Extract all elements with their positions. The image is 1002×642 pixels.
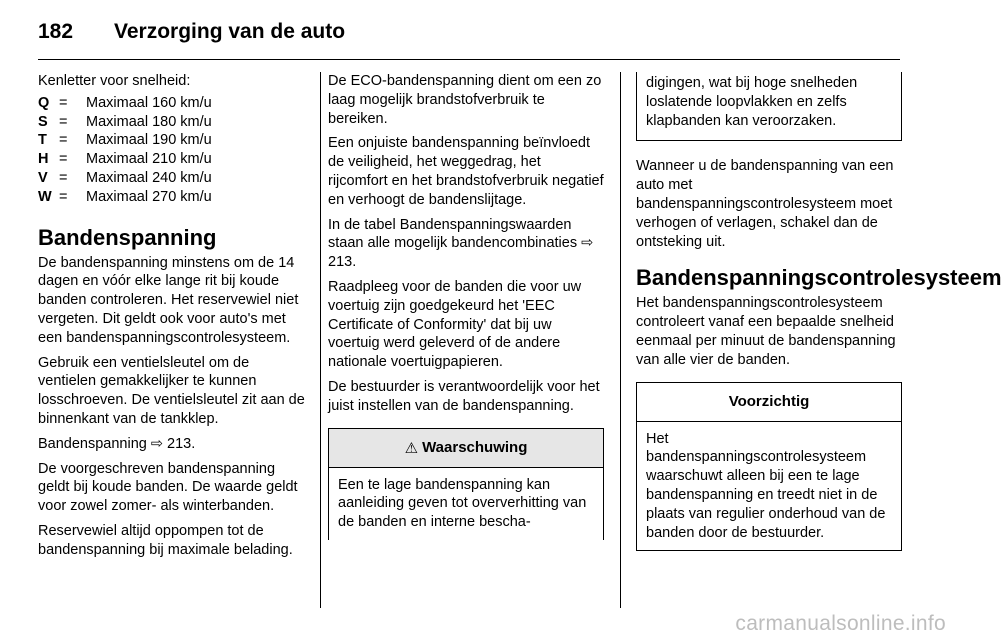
- warning-header: [329, 429, 603, 468]
- paragraph: De bandenspanning minstens om de 14 dagen en vóór elke lange rit bij koude banden controleren. Het reservewiel niet vergeten. Dit geldt ook voor auto's met een bandenspanningscontrolesysteem.: [38, 254, 299, 346]
- section-heading-bandenspanningscontrolesysteem: Bandenspanningscontrolesysteem: [636, 265, 1002, 291]
- speed-value: Maximaal 190 km/u: [86, 132, 212, 149]
- speed-value: Maximaal 160 km/u: [86, 94, 212, 111]
- column-1: [38, 72, 306, 566]
- warning-continued-body: [637, 72, 901, 140]
- column-2: [328, 72, 604, 550]
- speed-row: [38, 169, 306, 188]
- column-divider-2: [620, 72, 621, 608]
- warning-box: [328, 428, 604, 540]
- speed-row: [38, 150, 306, 169]
- speed-equals: =: [59, 188, 68, 205]
- caution-header: [637, 383, 901, 422]
- paragraph: Raadpleeg voor de banden die voor uw voertuig zijn goedgekeurd het 'EEC Certificate of Conformity' dat bij uw voertuig werd geleverd of de andere nationale voertuigpapieren.: [328, 278, 582, 371]
- paragraph: De bestuurder is verantwoordelijk voor het juist instellen van de bandenspanning.: [328, 378, 600, 414]
- column-divider-1: [320, 72, 321, 608]
- column-3: [636, 72, 1002, 561]
- speed-row: [38, 94, 306, 113]
- caution-title: Voorzichtig: [728, 393, 810, 411]
- speed-letter: H: [38, 151, 49, 168]
- paragraph: De voorgeschreven bandenspanning geldt bij koude banden. De waarde geldt voor zowel zomer- als winterbanden.: [38, 460, 298, 515]
- page-number: 182: [38, 20, 74, 43]
- caution-box: [636, 382, 902, 552]
- page-title: Verzorging van de auto: [114, 20, 346, 43]
- speed-intro: Kenletter voor snelheid:: [38, 73, 191, 89]
- speed-equals: =: [59, 169, 68, 186]
- caution-body: [637, 422, 901, 551]
- paragraph: Een onjuiste bandenspanning beïnvloedt de veiligheid, het weggedrag, het rijcomfort en het brandstofverbruik negatief en verhoogt de bandenslijtage.: [328, 135, 604, 208]
- speed-letter: S: [38, 113, 48, 130]
- warning-title: Waarschuwing: [422, 439, 528, 457]
- paragraph-with-reference: Bandenspanning ⇨ 213.: [38, 435, 196, 452]
- speed-value: Maximaal 180 km/u: [86, 113, 212, 130]
- speed-value: Maximaal 270 km/u: [86, 188, 212, 205]
- section-heading-bandenspanning: Bandenspanning: [38, 224, 217, 250]
- speed-row: [38, 131, 306, 150]
- speed-equals: =: [59, 151, 68, 168]
- speed-row: [38, 113, 306, 132]
- speed-letter: Q: [38, 94, 50, 111]
- paragraph: Wanneer u de bandenspanning van een auto met bandenspanningscontrolesysteem moet verhogen of verlagen, schakel dan de ontsteking uit.: [636, 158, 894, 250]
- speed-equals: =: [59, 113, 68, 130]
- speed-list: [38, 94, 306, 207]
- warning-box-continued: [636, 72, 902, 141]
- caution-text: Het bandenspanningscontrolesysteem waarschuwt alleen bij een te lage bandenspanning en treedt niet in de plaats van regulier onderhoud van de banden door de bestuurder.: [646, 430, 886, 541]
- paragraph: Het bandenspanningscontrolesysteem controleert vanaf een bepaalde snelheid eenmaal per minuut de bandenspanning van alle vier de banden.: [636, 295, 896, 368]
- speed-letter: W: [38, 188, 52, 205]
- speed-row: [38, 188, 306, 207]
- speed-letter: V: [38, 169, 48, 186]
- paragraph: Reservewiel altijd oppompen tot de bandenspanning bij maximale belading.: [38, 522, 293, 558]
- speed-value: Maximaal 210 km/u: [86, 151, 212, 168]
- speed-letter: T: [38, 132, 47, 149]
- paragraph: De ECO-bandenspanning dient om een zo laag mogelijk brandstofverbruik te bereiken.: [328, 73, 602, 127]
- warning-text: Een te lage bandenspanning kan aanleiding geven tot oververhitting van de banden en interne bescha-: [338, 476, 587, 531]
- warning-triangle-icon: ⚠: [404, 439, 419, 457]
- warning-body: [329, 468, 603, 540]
- speed-value: Maximaal 240 km/u: [86, 169, 212, 186]
- header-divider: [38, 59, 900, 60]
- page-header: [38, 14, 900, 58]
- speed-equals: =: [59, 132, 68, 149]
- watermark: carmanualsonline.info: [735, 612, 946, 635]
- warning-continued-text: digingen, wat bij hoge snelheden loslatende loopvlakken en zelfs klapbanden kan veroorzaken.: [646, 75, 858, 129]
- speed-equals: =: [59, 94, 68, 111]
- paragraph-with-reference: In de tabel Bandenspanningswaarden staan alle mogelijk bandencombinaties ⇨ 213.: [328, 216, 594, 271]
- paragraph: Gebruik een ventielsleutel om de ventielen gemakkelijker te kunnen losschroeven. De ventielsleutel zit aan de binnenkant van de tankklep.: [38, 354, 305, 427]
